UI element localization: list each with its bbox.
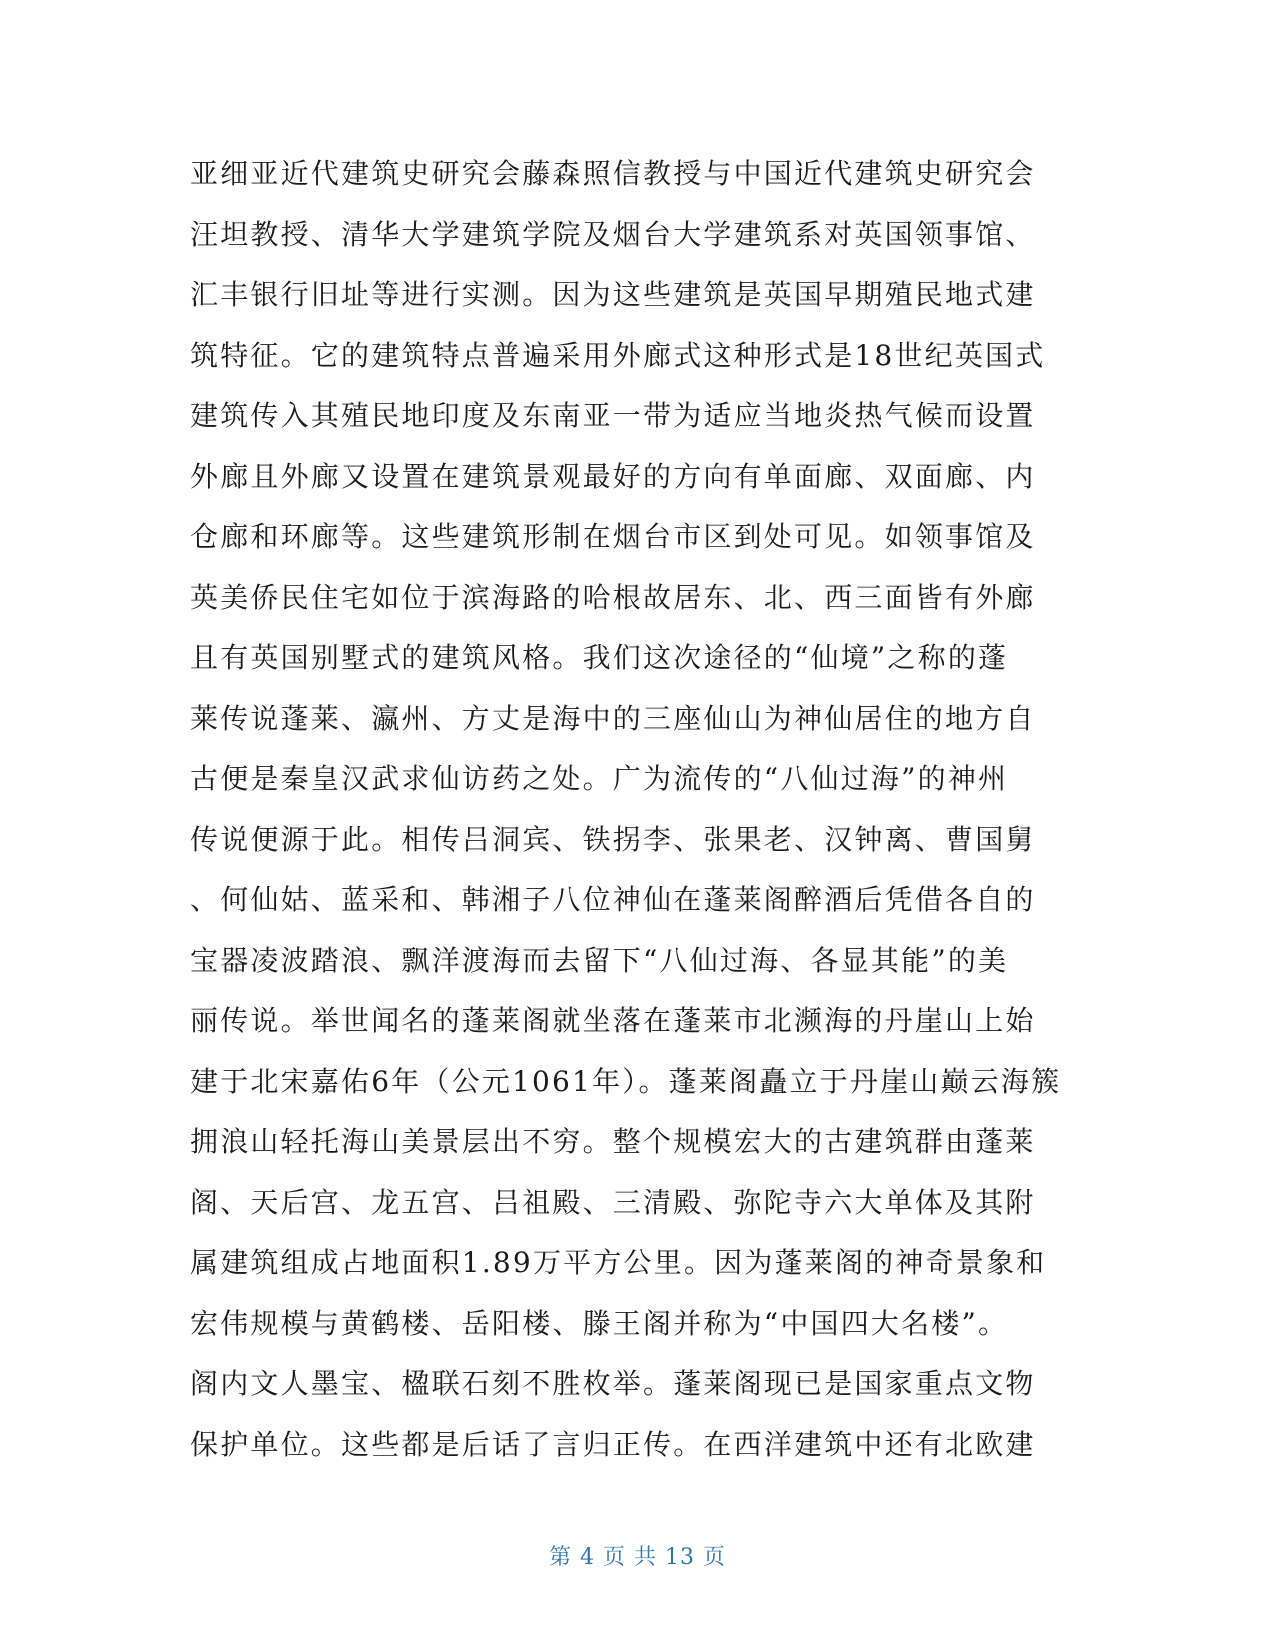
text-line: 丽传说。举世闻名的蓬莱阁就坐落在蓬莱市北濒海的丹崖山上始 — [190, 1004, 1036, 1037]
footer-middle: 页 共 — [603, 1545, 657, 1570]
body-paragraph — [190, 144, 1080, 1475]
text-line: 汇丰银行旧址等进行实测。因为这些建筑是英国早期殖民地式建 — [190, 278, 1036, 311]
text-line: 属建筑组成占地面积1.89万平方公里。因为蓬莱阁的神奇景象和 — [190, 1246, 1047, 1279]
text-line: 宏伟规模与黄鹤楼、岳阳楼、滕王阁并称为“中国四大名楼”。 — [190, 1306, 1009, 1340]
text-line: 外廊且外廊又设置在建筑景观最好的方向有单面廊、双面廊、内 — [190, 459, 1036, 493]
text-line: 阁内文人墨宝、楹联石刻不胜枚举。蓬莱阁现已是国家重点文物 — [190, 1367, 1036, 1400]
total-pages-number: 13 — [665, 1545, 695, 1570]
text-line: 汪坦教授、清华大学建筑学院及烟台大学建筑系对英国领事馆、 — [190, 217, 1036, 251]
text-line: 筑特征。它的建筑特点普遍采用外廊式这种形式是18世纪英国式 — [190, 338, 1046, 372]
text-line: 亚细亚近代建筑史研究会藤森照信教授与中国近代建筑史研究会 — [190, 157, 1036, 190]
text-line: 拥浪山轻托海山美景层出不穷。整个规模宏大的古建筑群由蓬莱 — [190, 1125, 1036, 1158]
text-line: 传说便源于此。相传吕洞宾、铁拐李、张果老、汉钟离、曹国舅 — [190, 822, 1036, 856]
text-line: 、何仙姑、蓝采和、韩湘子八位神仙在蓬莱阁醉酒后凭借各自的 — [190, 883, 1036, 916]
text-line: 建筑传入其殖民地印度及东南亚一带为适应当地炎热气候而设置 — [190, 399, 1036, 432]
text-line: 阁、天后宫、龙五宫、吕祖殿、三清殿、弥陀寺六大单体及其附 — [190, 1185, 1036, 1219]
text-line: 仓廊和环廊等。这些建筑形制在烟台市区到处可见。如领事馆及 — [190, 520, 1036, 553]
text-line: 莱传说蓬莱、瀛州、方丈是海中的三座仙山为神仙居住的地方自 — [190, 701, 1036, 735]
footer-prefix: 第 — [548, 1545, 572, 1570]
text-line: 英美侨民住宅如位于滨海路的哈根故居东、北、西三面皆有外廊 — [190, 580, 1036, 614]
text-line: 宝器凌波踏浪、飘洋渡海而去留下“八仙过海、各显其能”的美 — [190, 943, 1009, 977]
current-page-number: 4 — [580, 1545, 595, 1570]
text-line: 保护单位。这些都是后话了言归正传。在西洋建筑中还有北欧建 — [190, 1427, 1036, 1461]
footer-suffix: 页 — [703, 1545, 727, 1570]
text-line: 建于北宋嘉佑6年（公元1061年）。蓬莱阁矗立于丹崖山巅云海簇 — [190, 1064, 1062, 1098]
text-line: 古便是秦皇汉武求仙访药之处。广为流传的“八仙过海”的神州 — [190, 762, 1009, 795]
page-footer — [0, 1540, 1275, 1571]
text-line: 且有英国别墅式的建筑风格。我们这次途径的“仙境”之称的蓬 — [190, 641, 1009, 674]
